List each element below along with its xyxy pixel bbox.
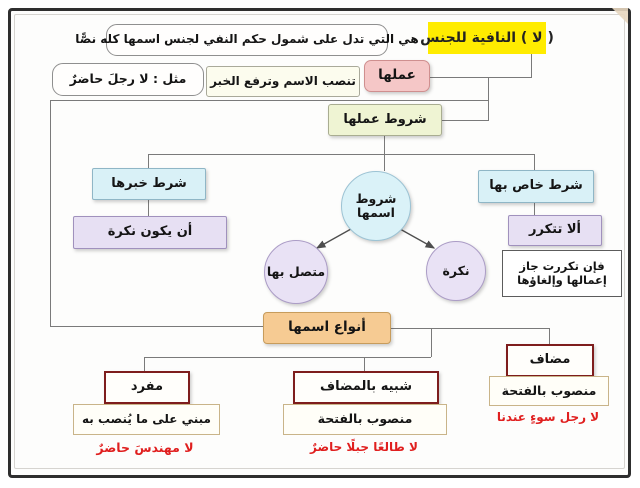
special-condition-note: فإن تكررت جاز إعمالها وإلغاؤها <box>502 250 622 297</box>
special-condition-label: شرط خاص بها <box>478 170 594 203</box>
connector <box>148 198 149 216</box>
connector <box>534 154 535 170</box>
type-mudaf-example: لا رجل سوءٍ عندنا <box>496 410 600 424</box>
noun-condition-indefinite-circle: نكرة <box>426 241 486 301</box>
type-shabih-rule: منصوب بالفتحة <box>283 404 447 435</box>
connector <box>144 357 431 358</box>
predicate-condition-label: شرط خبرها <box>92 168 206 200</box>
function-rule: تنصب الاسم وترفع الخبر <box>206 66 360 97</box>
connector <box>389 328 549 329</box>
connector <box>148 154 149 168</box>
connector <box>50 100 488 101</box>
connector <box>488 77 489 121</box>
work-conditions-label: شروط عملها <box>328 104 442 136</box>
type-shabih-example: لا طالعًا جبلًا حاضرٌ <box>310 440 418 454</box>
connector <box>50 326 263 327</box>
type-mudaf: مضاف <box>506 344 594 377</box>
connector <box>428 77 532 78</box>
type-mufrad-rule: مبني على ما يُنصب به <box>73 404 220 435</box>
connector <box>148 154 535 155</box>
title: ( لا ) النافية للجنس <box>428 22 546 54</box>
noun-conditions-circle: شروط اسمها <box>341 171 411 241</box>
function-example: مثل : لا رجلَ حاضرٌ <box>52 63 204 96</box>
noun-condition-attached-circle: متصل بها <box>264 240 328 304</box>
predicate-condition-value: أن يكون نكرة <box>73 216 227 249</box>
connector <box>384 134 385 154</box>
connector <box>534 201 535 215</box>
special-condition-value: ألا تتكرر <box>508 215 602 246</box>
type-mudaf-rule: منصوب بالفتحة <box>489 376 609 406</box>
type-mufrad-example: لا مهندسَ حاضرٌ <box>96 440 194 455</box>
connector <box>364 357 365 371</box>
connector <box>440 120 488 121</box>
connector <box>549 328 550 344</box>
connector <box>384 154 385 171</box>
type-shabih: شبيه بالمضاف <box>293 371 439 404</box>
noun-types-label: أنواع اسمها <box>263 312 391 344</box>
connector <box>144 357 145 371</box>
type-mufrad: مفرد <box>104 371 190 404</box>
definition: هي التي تدل على شمول حكم النفي لجنس اسمها كله نصًّا <box>106 24 388 56</box>
connector <box>531 54 532 78</box>
function-label: عملها <box>364 60 430 92</box>
connector <box>431 328 432 357</box>
connector <box>50 100 51 327</box>
page-curl-icon <box>612 8 628 24</box>
